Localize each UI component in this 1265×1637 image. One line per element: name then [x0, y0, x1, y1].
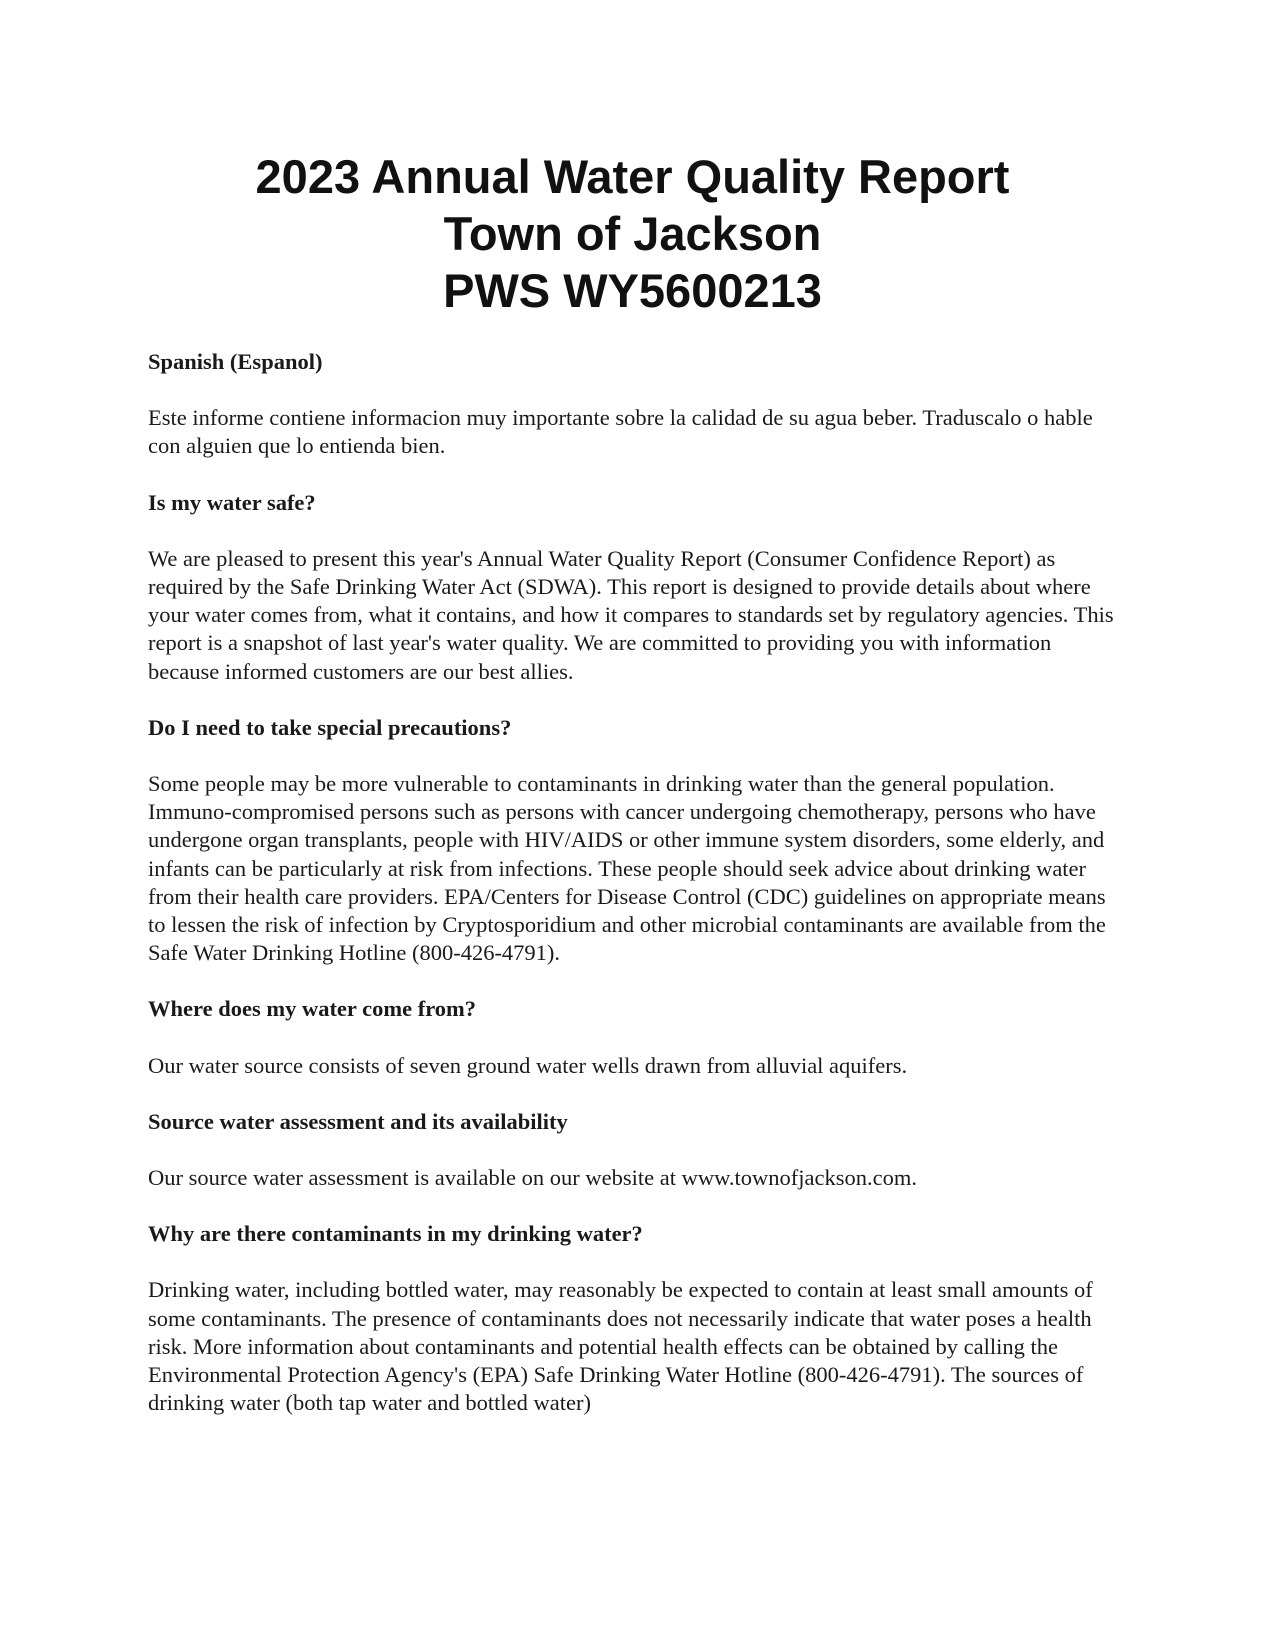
section-heading: Is my water safe?: [148, 489, 316, 515]
section-source-assessment: [148, 1108, 1118, 1192]
report-body: [148, 348, 1118, 1445]
section-contaminants: [148, 1220, 1118, 1417]
section-heading: Why are there contaminants in my drinking water?: [148, 1221, 643, 1247]
section-heading: Do I need to take special precautions?: [148, 714, 512, 740]
section-paragraph: Este informe contiene informacion muy importante sobre la calidad de su agua beber. Traduscalo o hable con alguien que lo entienda bien.: [148, 405, 1093, 459]
section-paragraph: Some people may be more vulnerable to contaminants in drinking water than the general population. Immuno-compromised persons such as persons with cancer undergoing chemotherapy, persons who have undergone organ transplants, people with HIV/AIDS or other immune system disorders, some elderly, and infants can be particularly at risk from infections. These people should seek advice about drinking water from their health care providers. EPA/Centers for Disease Control (CDC) guidelines on appropriate means to lessen the risk of infection by Cryptosporidium and other microbial contaminants are available from the Safe Water Drinking Hotline (800-426-4791).: [148, 771, 1106, 966]
section-is-water-safe: [148, 489, 1118, 686]
section-paragraph: Drinking water, including bottled water, may reasonably be expected to contain at least small amounts of some contaminants. The presence of contaminants does not necessarily indicate that water poses a health risk. More information about contaminants and potential health effects can be obtained by calling the Environmental Protection Agency's (EPA) Safe Drinking Water Hotline (800-426-4791). The sources of drinking water (both tap water and bottled water): [148, 1277, 1093, 1416]
section-paragraph: We are pleased to present this year's Annual Water Quality Report (Consumer Confidence Report) as required by the Safe Drinking Water Act (SDWA). This report is designed to provide details about where your water comes from, what it contains, and how it compares to standards set by regulatory agencies. This report is a snapshot of last year's water quality. We are committed to providing you with information because informed customers are our best allies.: [148, 545, 1114, 684]
section-paragraph: Our water source consists of seven ground water wells drawn from alluvial aquifers.: [148, 1052, 908, 1078]
section-heading: Spanish (Espanol): [148, 349, 323, 374]
section-heading: Source water assessment and its availability: [148, 1108, 568, 1134]
section-heading: Where does my water come from?: [148, 996, 477, 1022]
report-title-pws-id: PWS WY5600213: [443, 264, 822, 317]
section-water-source: [148, 995, 1118, 1079]
section-spanish: [148, 348, 1118, 461]
report-title-line: 2023 Annual Water Quality Report: [255, 150, 1010, 203]
report-title: [0, 148, 1265, 319]
report-title-town: Town of Jackson: [443, 207, 822, 260]
section-paragraph: Our source water assessment is available on our website at www.townofjackson.com.: [148, 1165, 917, 1191]
section-special-precautions: [148, 714, 1118, 968]
